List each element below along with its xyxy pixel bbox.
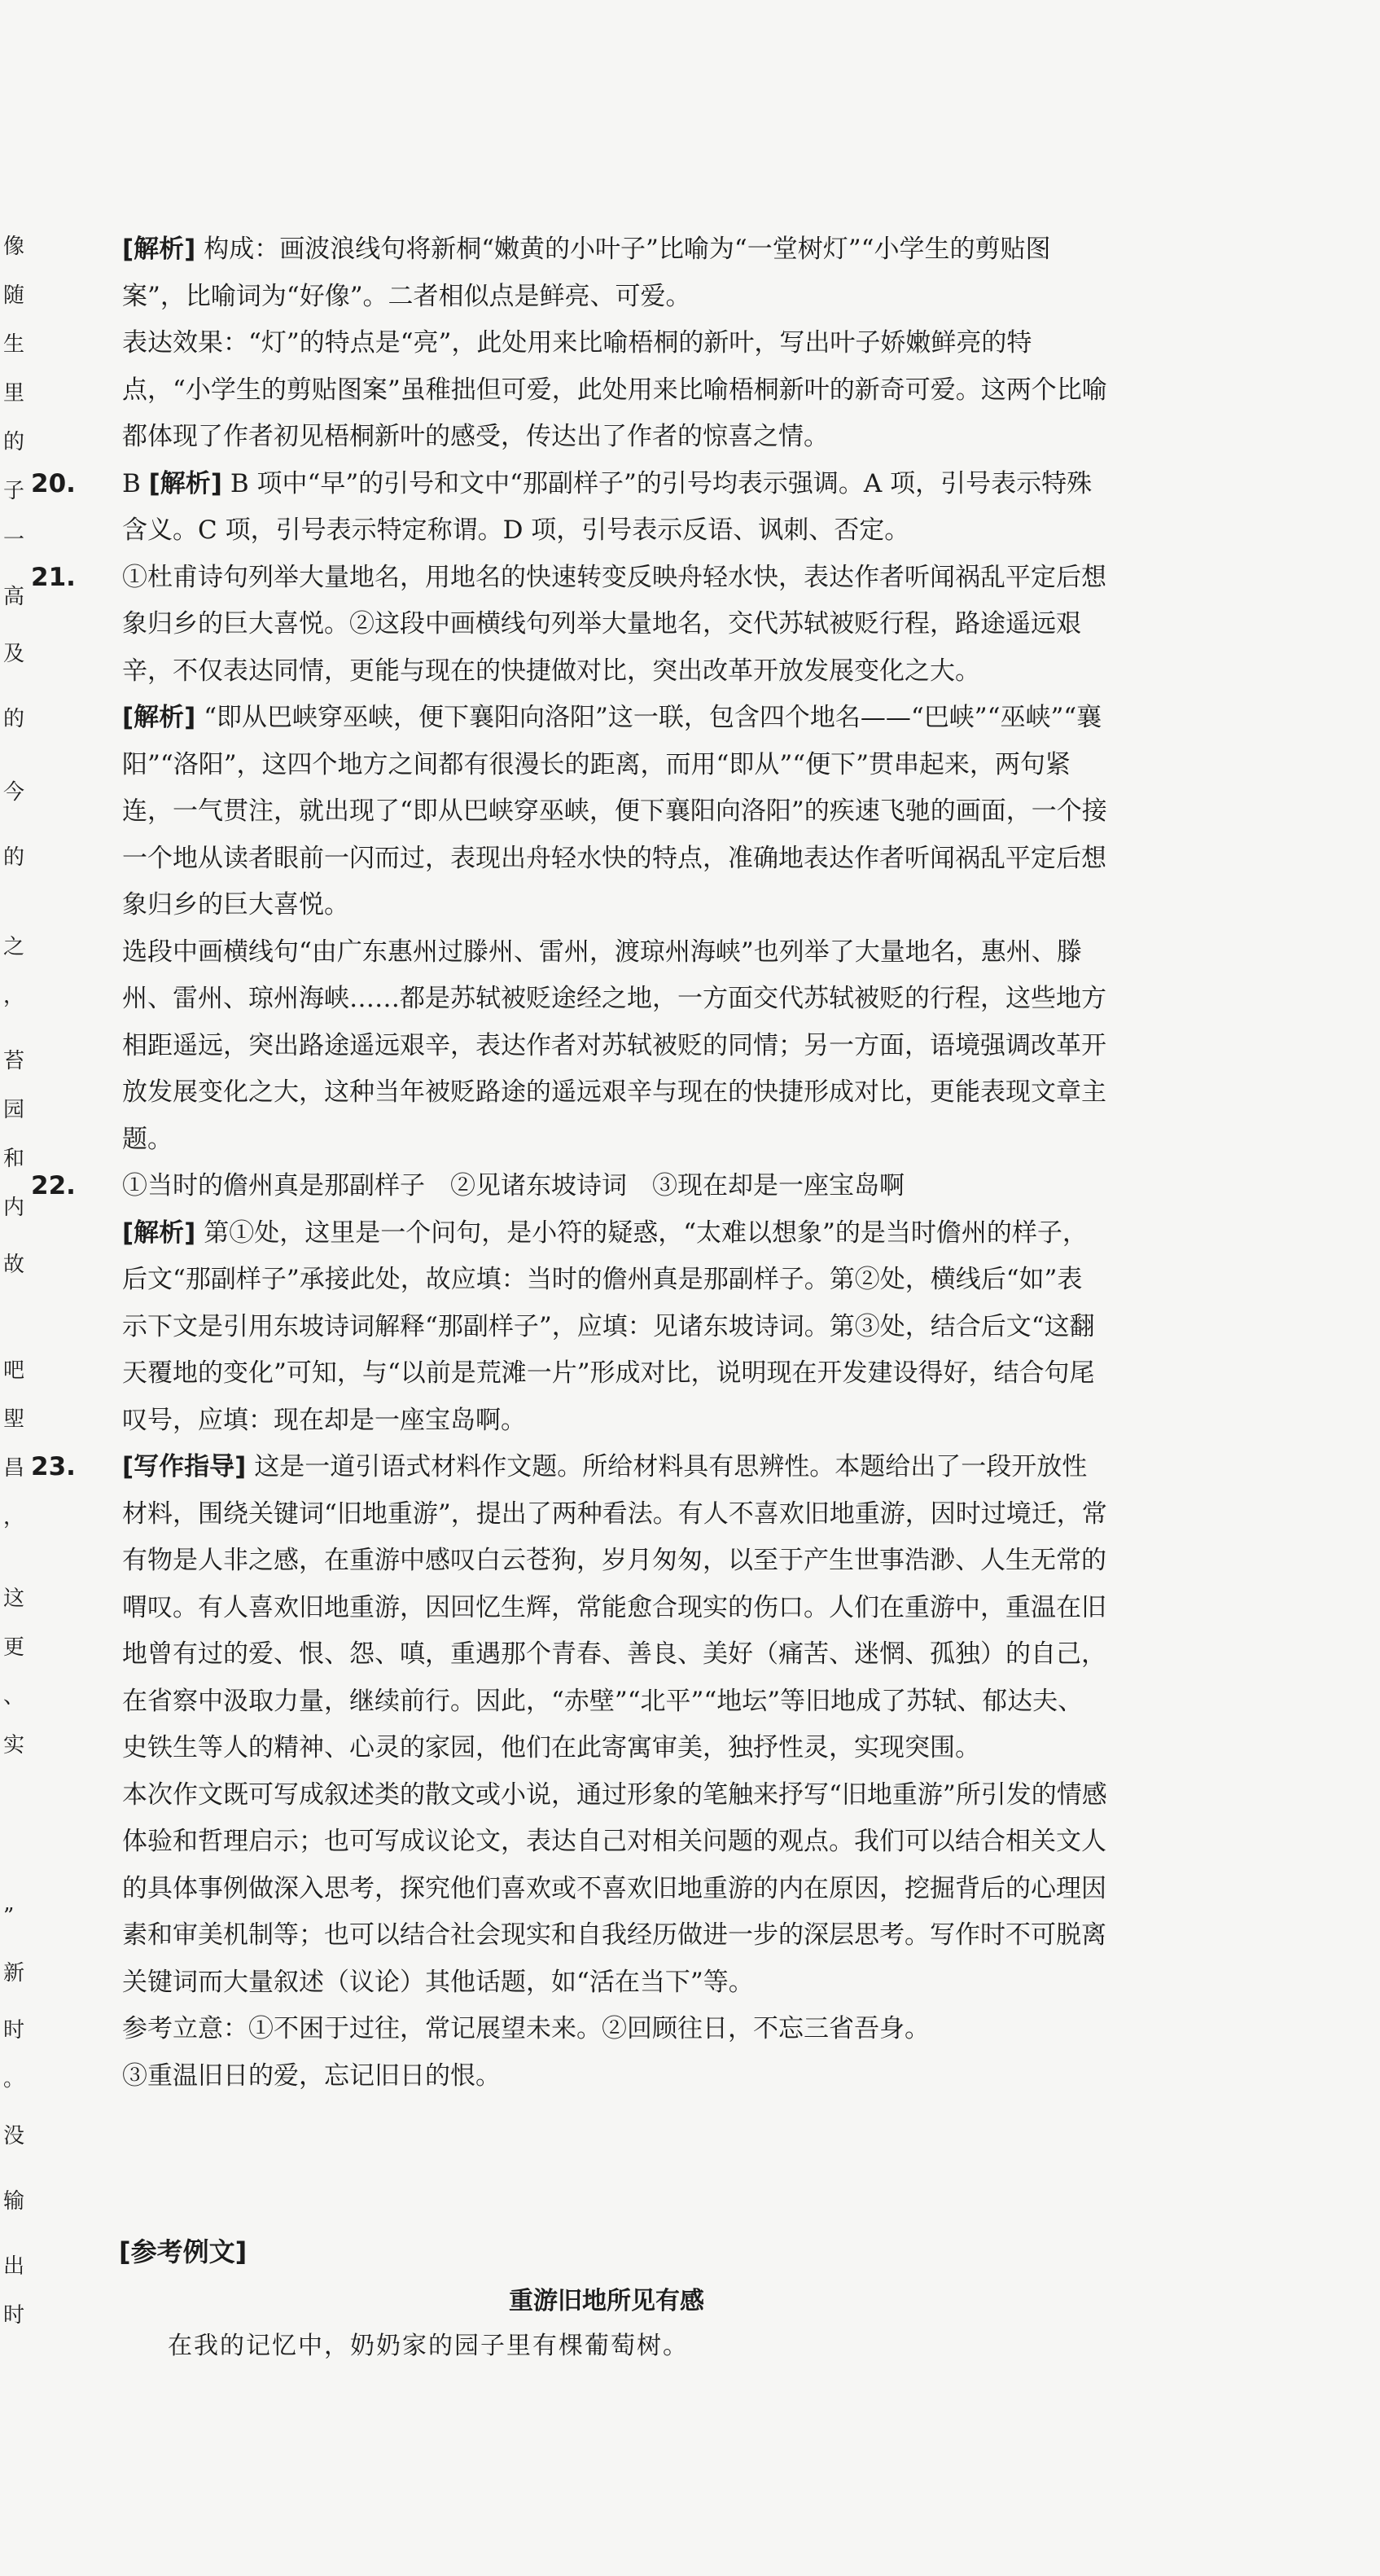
paragraph-text: 选段中画横线句“由广东惠州过滕州、雷州，渡琼州海峡”也列举了大量地名，惠州、滕州、雷州、琼州海峡……都是苏轼被贬途经之地，一方面交代苏轼被贬的行程，这些地方相距遥远，突出路途遥远艰辛，表达作者对苏轼被贬的同情；另一方面，语境强调改革开放发展变化之大，这种当年被贬路途的遥远艰辛与现在的快捷形成对比，更能表现文章主题。 bbox=[122, 937, 1106, 1154]
edge-char: 实 bbox=[3, 1733, 25, 1758]
answer-paragraph bbox=[122, 695, 1107, 929]
edge-char: 内 bbox=[3, 1196, 25, 1220]
question-number: 21. bbox=[31, 562, 76, 592]
edge-char: 这 bbox=[3, 1586, 25, 1611]
paragraph-text: B 项中“早”的引号和文中“那副样子”的引号均表示强调。A 项，引号表示特殊含义。C 项，引号表示特定称谓。D 项，引号表示反语、讽刺、否定。 bbox=[122, 468, 1093, 545]
edge-char: 高 bbox=[3, 585, 25, 609]
edge-char: 之 bbox=[3, 935, 25, 959]
answer-paragraph bbox=[122, 2006, 1107, 2053]
edge-char: 时 bbox=[3, 2018, 25, 2043]
edge-char: ” bbox=[3, 1904, 15, 1929]
paragraph-text: ①当时的儋州真是那副样子 ②见诸东坡诗词 ③现在却是一座宝岛啊 bbox=[122, 1171, 905, 1200]
paragraph-text: 参考立意：①不困于过往，常记展望未来。②回顾往日，不忘三省吾身。 bbox=[122, 2014, 930, 2043]
paragraph-text: ③重温旧日的爱，忘记旧日的恨。 bbox=[122, 2060, 501, 2091]
paragraph-text: 第①处，这里是一个问句，是小符的疑惑，“太难以想象”的是当时儋州的样子，后文“那副样子”承接此处，故应填：当时的儋州真是那副样子。第②处，横线后“如”表示下文是引用东坡诗词解释“那副样子”，应填：见诸东坡诗词。第③处，结合后文“这翻天覆地的变化”可知，与“以前是荒滩一片”形成对比，说明现在开发建设得好，结合句尾叹号，应填：现在却是一座宝岛啊。 bbox=[122, 1218, 1095, 1435]
question-number: 20. bbox=[31, 468, 76, 498]
edge-char: 和 bbox=[3, 1147, 25, 1171]
edge-char: 一 bbox=[3, 528, 25, 552]
edge-char: 吧 bbox=[3, 1358, 25, 1383]
paragraph-text: B bbox=[122, 468, 149, 498]
paragraph-text: 表达效果：“灯”的特点是“亮”，此处用来比喻梧桐的新叶，写出叶子娇嫩鲜亮的特点，“小学生的剪贴图案”虽稚拙但可爱，此处用来比喻梧桐新叶的新奇可爱。这两个比喻都体现了作者初见梧桐新叶的感受，传达出了作者的惊喜之情。 bbox=[122, 328, 1107, 451]
analysis-tag: [解析] bbox=[122, 703, 196, 732]
paragraph-text: 构成：画波浪线句将新桐“嫩黄的小叶子”比喻为“一堂树灯”“小学生的剪贴图案”，比喻词为“好像”。二者相似点是鲜亮、可爱。 bbox=[122, 235, 1051, 311]
answer-paragraph bbox=[122, 320, 1107, 461]
analysis-tag: [写作指导] bbox=[122, 1452, 247, 1481]
answer-paragraph bbox=[122, 1772, 1107, 2007]
answer-item bbox=[31, 1444, 1107, 2100]
answer-paragraph bbox=[122, 555, 1107, 696]
edge-char: ， bbox=[3, 984, 25, 1008]
answer-paragraph bbox=[122, 1210, 1107, 1445]
edge-char: 的 bbox=[3, 707, 25, 731]
answer-content bbox=[31, 226, 1107, 2100]
edge-char: 堲 bbox=[3, 1407, 25, 1432]
question-number: 22. bbox=[31, 1171, 76, 1200]
paragraph-text: “即从巴峡穿巫峡，便下襄阳向洛阳”这一联，包含四个地名——“巴峡”“巫峡”“襄阳”“洛阳”，这四个地方之间都有很漫长的距离，而用“即从”“便下”贯串起来，两句紧连，一气贯注，就出现了“即从巴峡穿巫峡，便下襄阳向洛阳”的疾速飞驰的画面，一个接一个地从读者眼前一闪而过，表现出舟轻水快的特点，准确地表达作者听闻祸乱平定后想象归乡的巨大喜悦。 bbox=[122, 703, 1107, 919]
edge-char: 的 bbox=[3, 430, 25, 454]
paragraph-text: ①杜甫诗句列举大量地名，用地名的快速转变反映舟轻水快，表达作者听闻祸乱平定后想象归乡的巨大喜悦。②这段中画横线句列举大量地名，交代苏轼被贬行程，路途遥远艰辛，不仅表达同情，更能与现在的快捷做对比，突出改革开放发展变化之大。 bbox=[122, 562, 1106, 686]
answer-paragraph bbox=[122, 469, 1092, 546]
edge-char: 新 bbox=[3, 1961, 25, 1986]
edge-char: 更 bbox=[3, 1635, 25, 1660]
edge-char: 。 bbox=[3, 2067, 25, 2091]
edge-char: 园 bbox=[3, 1098, 25, 1122]
answer-paragraph bbox=[122, 469, 149, 498]
edge-char: 及 bbox=[3, 642, 25, 666]
edge-char: 故 bbox=[3, 1253, 25, 1277]
edge-char: 昌 bbox=[3, 1456, 25, 1481]
analysis-tag: [解析] bbox=[122, 1218, 196, 1248]
answer-paragraph bbox=[122, 929, 1107, 1164]
edge-char: 的 bbox=[3, 845, 25, 870]
edge-char: 输 bbox=[3, 2189, 25, 2214]
answer-paragraph bbox=[122, 1163, 1107, 1210]
paragraph-text: 本次作文既可写成叙述类的散文或小说，通过形象的笔触来抒写“旧地重游”所引发的情感体验和哲理启示；也可写成议论文，表达自己对相关问题的观点。我们可以结合相关文人的具体事例做深入思考，探究他们喜欢或不喜欢旧地重游的内在原因，挖掘背后的心理因素和审美机制等；也可以结合社会现实和自我经历做进一步的深层思考。写作时不可脱离关键词而大量叙述（议论）其他话题，如“活在当下”等。 bbox=[122, 1780, 1107, 1997]
essay-first-line: 在我的记忆中，奶奶家的园子里有棵葡萄树。 bbox=[168, 2332, 689, 2360]
analysis-tag: [解析] bbox=[148, 468, 222, 498]
question-number: 23. bbox=[31, 1452, 76, 1481]
essay-title: 重游旧地所见有感 bbox=[509, 2287, 704, 2315]
answer-paragraph bbox=[122, 2053, 1107, 2100]
answer-paragraph bbox=[122, 226, 1107, 320]
paragraph-text: 这是一道引语式材料作文题。所给材料具有思辨性。本题给出了一段开放性材料，围绕关键词“旧地重游”，提出了两种看法。有人不喜欢旧地重游，因时过境迁，常有物是人非之感，在重游中感叹白云苍狗，岁月匆匆，以至于产生世事浩渺、人生无常的喟叹。有人喜欢旧地重游，因回忆生辉，常能愈合现实的伤口。人们在重游中，重温在旧地曾有过的爱、恨、怨、嗔，重遇那个青春、善良、美好（痛苦、迷惘、孤独）的自己，在省察中汲取力量，继续前行。因此，“赤壁”“北平”“地坛”等旧地成了苏轼、郁达夫、史铁生等人的精神、心灵的家园，他们在此寄寓审美，独抒性灵，实现突围。 bbox=[122, 1452, 1107, 1762]
edge-char: 里 bbox=[3, 381, 25, 406]
answer-item bbox=[122, 226, 1107, 461]
edge-char: 时 bbox=[3, 2303, 25, 2328]
answer-item bbox=[31, 555, 1107, 1164]
edge-char: 子 bbox=[3, 479, 25, 503]
section-heading: [参考例文] bbox=[119, 2236, 248, 2267]
edge-char: 生 bbox=[3, 332, 25, 357]
answer-item bbox=[31, 1163, 1107, 1444]
edge-char: ， bbox=[3, 1505, 25, 1529]
edge-char: 苔 bbox=[3, 1049, 25, 1073]
edge-char: 、 bbox=[3, 1684, 25, 1709]
answer-item bbox=[31, 461, 1107, 555]
answer-paragraph bbox=[122, 1444, 1107, 1772]
edge-char: 像 bbox=[3, 235, 25, 259]
edge-char: 没 bbox=[3, 2124, 25, 2148]
analysis-tag: [解析] bbox=[122, 235, 196, 264]
edge-char: 出 bbox=[3, 2254, 25, 2279]
edge-char: 随 bbox=[3, 283, 25, 308]
edge-char: 今 bbox=[3, 780, 25, 805]
